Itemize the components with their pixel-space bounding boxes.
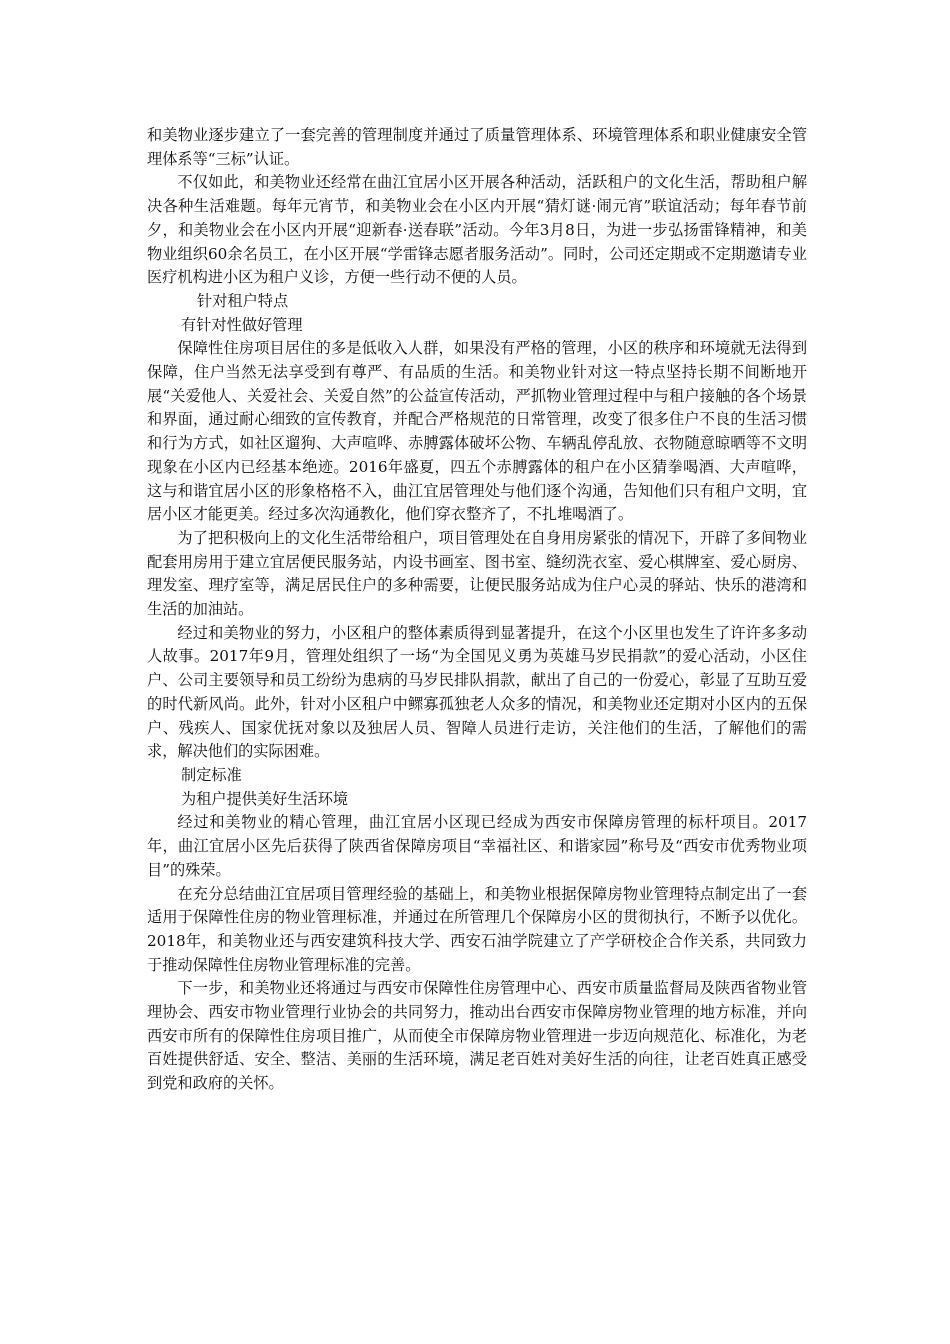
paragraph-management-standard: 在充分总结曲江宜居项目管理经验的基础上，和美物业根据保障房物业管理特点制定出了一套适用于保障性住房的物业管理标准，并通过在所管理几个保障房小区的贯彻执行，不断予以优化。2018年，和美物业还与西安建筑科技大学、西安石油学院建立了产学研校企合作关系，共同致力于推动保障性住房物业管理标准的完善。 <box>147 884 807 974</box>
section-heading-tenant-features: 针对租户特点 <box>197 291 289 310</box>
paragraph-service-station: 为了把积极向上的文化生活带给租户，项目管理处在自身用房紧张的情况下，开辟了多间物业配套用房用于建立宜居便民服务站，内设书画室、图书室、缝纫洗衣室、爱心棋牌室、爱心厨房、理发室、理疗室等，满足居民住户的多种需要，让便民服务站成为住户心灵的驿站、快乐的港湾和生活的加油站。 <box>147 528 807 619</box>
paragraph-benchmark-project: 经过和美物业的精心管理，曲江宜居小区现已经成为西安市保障房管理的标杆项目。2017年，曲江宜居小区先后获得了陕西省保障房项目“幸福社区、和谐家园”称号及“西安市优秀物业项目”的殊荣。 <box>147 813 807 879</box>
paragraph-activities: 不仅如此，和美物业还经常在曲江宜居小区开展各种活动，活跃租户的文化生活，帮助租户解决各种生活难题。每年元宵节，和美物业会在小区内开展“猜灯谜·闹元宵”联谊活动；每年春节前夕，和美物业会在小区内开展“迎新春·送春联”活动。今年3月8日，为进一步弘扬雷锋精神，和美物业组织60余名员工，在小区开展“学雷锋志愿者服务活动”。同时，公司还定期或不定期邀请专业医疗机构进小区为租户义诊，方便一些行动不便的人员。 <box>147 173 807 287</box>
document-page <box>147 124 807 1096</box>
section-subheading-targeted-management: 有针对性做好管理 <box>181 315 303 334</box>
section-heading-standards: 制定标准 <box>181 765 242 784</box>
paragraph-next-steps: 下一步，和美物业还将通过与西安市保障性住房管理中心、西安市质量监督局及陕西省物业管理协会、西安市物业管理行业协会的共同努力，推动出台西安市保障房物业管理的地方标准，并向西安市所有的保障性住房项目推广，从而使全市保障房物业管理进一步迈向规范化、标准化，为老百姓提供舒适、安全、整洁、美丽的生活环境，满足老百姓对美好生活的向往，让老百姓真正感受到党和政府的关怀。 <box>147 979 807 1093</box>
paragraph-continuation: 和美物业逐步建立了一套完善的管理制度并通过了质量管理体系、环境管理体系和职业健康安全管理体系等“三标”认证。 <box>147 126 807 168</box>
paragraph-stories: 经过和美物业的努力，小区租户的整体素质得到显著提升，在这个小区里也发生了许许多多动人故事。2017年9月，管理处组织了一场“为全国见义勇为英雄马岁民捐款”的爱心活动，小区住户、公司主要领导和员工纷纷为患病的马岁民排队捐款，献出了自己的一份爱心，彰显了互助互爱的时代新风尚。此外，针对小区租户中鳏寡孤独老人众多的情况，和美物业还定期对小区内的五保户、残疾人、国家优抚对象以及独居人员、智障人员进行走访，关注他们的生活，了解他们的需求，解决他们的实际困难。 <box>147 623 807 761</box>
paragraph-strict-management: 保障性住房项目居住的多是低收入人群，如果没有严格的管理，小区的秩序和环境就无法得到保障，住户当然无法享受到有尊严、有品质的生活。和美物业针对这一特点坚持长期不间断地开展“关爱他人、关爱社会、关爱自然”的公益宣传活动，严抓物业管理过程中与租户接触的各个场景和界面，通过耐心细致的宣传教育，并配合严格规范的日常管理，改变了很多住户不良的生活习惯和行为方式，如社区遛狗、大声喧哗、赤膊露体破坏公物、车辆乱停乱放、衣物随意晾晒等不文明现象在小区内已经基本绝迹。2016年盛夏，四五个赤膊露体的租户在小区猜拳喝酒、大声喧哗，这与和谐宜居小区的形象格格不入，曲江宜居管理处与他们逐个沟通，告知他们只有租户文明，宜居小区才能更美。经过多次沟通教化，他们穿衣整齐了，不扎堆喝酒了。 <box>147 339 807 524</box>
section-subheading-living-environment: 为租户提供美好生活环境 <box>181 789 349 808</box>
